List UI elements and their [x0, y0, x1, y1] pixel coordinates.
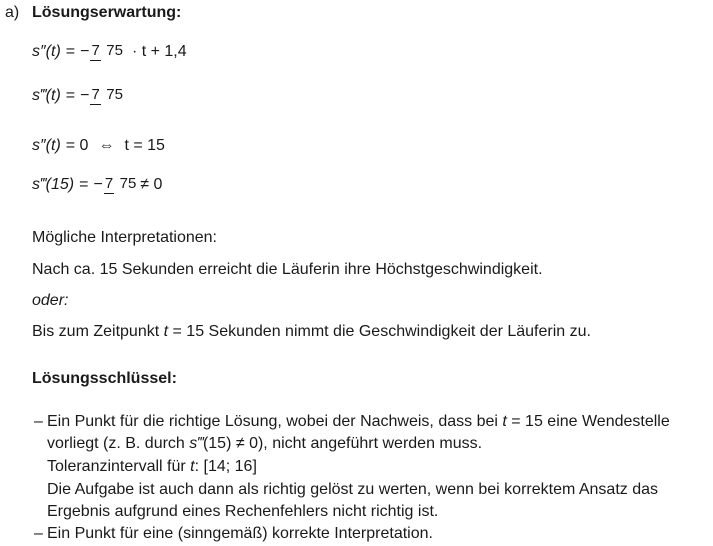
eq1-num: 7 — [91, 42, 100, 59]
eq2-eq: = — [65, 86, 76, 104]
eq4-eq: = — [79, 175, 89, 193]
item1-l2-s: s‴ — [189, 435, 203, 452]
interp2-var-t: t — [163, 323, 169, 340]
key-item1-line5: Ergebnis aufgrund eines Rechenfehlers nicht richtig ist. — [47, 503, 439, 520]
interpretation-1: Nach ca. 15 Sekunden erreicht die Läuferin ihre Höchstgeschwindigkeit. — [32, 261, 543, 278]
eq4-num: 7 — [104, 175, 114, 192]
eq1-minus: − — [80, 42, 90, 60]
eq4-den: 75 — [119, 175, 137, 192]
item1-l2-b: (15) ≠ 0), nicht angeführt werden muss. — [202, 435, 483, 452]
key-item1-line1 — [47, 413, 670, 431]
eq3-lhs: s″(t) — [32, 137, 61, 154]
eq1-fraction — [90, 42, 123, 61]
item1-l2-a: vorliegt (z. B. durch — [47, 435, 190, 452]
key-item1-line2 — [47, 435, 482, 453]
eq1-rest: · t + 1,4 — [131, 42, 187, 60]
list-dash-1: – — [34, 413, 43, 430]
item1-l1-t: t — [502, 413, 507, 430]
heading-title: Lösungserwartung: — [32, 4, 182, 21]
eq4-minus: − — [93, 175, 103, 193]
eq3-iff: ⇔ — [98, 137, 115, 154]
eq1-eq: = — [65, 42, 76, 60]
equation-4 — [32, 175, 162, 194]
eq1-den: 75 — [106, 42, 123, 59]
interpretation-2 — [32, 323, 591, 341]
equation-1 — [32, 42, 187, 61]
interp2-text-b: = 15 Sekunden nimmt die Geschwindigkeit der Läuferin zu. — [168, 323, 591, 340]
eq3-eq: = 0 — [65, 137, 89, 154]
item1-l1-a: Ein Punkt für die richtige Lösung, wobei der Nachweis, dass bei — [47, 413, 503, 430]
item1-l3-t: t — [190, 458, 195, 475]
eq3-rhs: t = 15 — [124, 137, 165, 154]
part-label: a) — [5, 4, 20, 21]
key-title: Lösungsschlüssel: — [32, 370, 177, 387]
interpretations-title: Mögliche Interpretationen: — [32, 229, 217, 246]
list-dash-2: – — [34, 525, 43, 542]
eq4-lhs: s‴(15) — [32, 175, 75, 193]
item1-l3-b: : [14; 16] — [194, 458, 257, 475]
eq2-minus: − — [80, 86, 90, 104]
eq2-num: 7 — [91, 86, 100, 103]
equation-2 — [32, 86, 127, 105]
equation-3 — [32, 137, 165, 155]
eq2-den: 75 — [106, 86, 123, 103]
interp2-text-a: Bis zum Zeitpunkt — [32, 323, 164, 340]
key-item1-line4: Die Aufgabe ist auch dann als richtig gelöst zu werten, wenn bei korrektem Ansatz das — [47, 481, 659, 498]
eq2-fraction — [90, 86, 123, 105]
eq1-lhs: s″(t) — [32, 42, 61, 60]
eq4-fraction — [104, 175, 137, 194]
eq2-lhs: s‴(t) — [32, 86, 61, 104]
eq4-rest: ≠ 0 — [140, 175, 163, 193]
item1-l3-a: Toleranzintervall für — [47, 458, 191, 475]
item1-l1-b: = 15 eine Wendestelle — [506, 413, 670, 430]
key-item2: Ein Punkt für eine (sinngemäß) korrekte Interpretation. — [47, 525, 433, 542]
oder-label: oder: — [32, 292, 69, 309]
key-item1-line3 — [47, 458, 257, 476]
